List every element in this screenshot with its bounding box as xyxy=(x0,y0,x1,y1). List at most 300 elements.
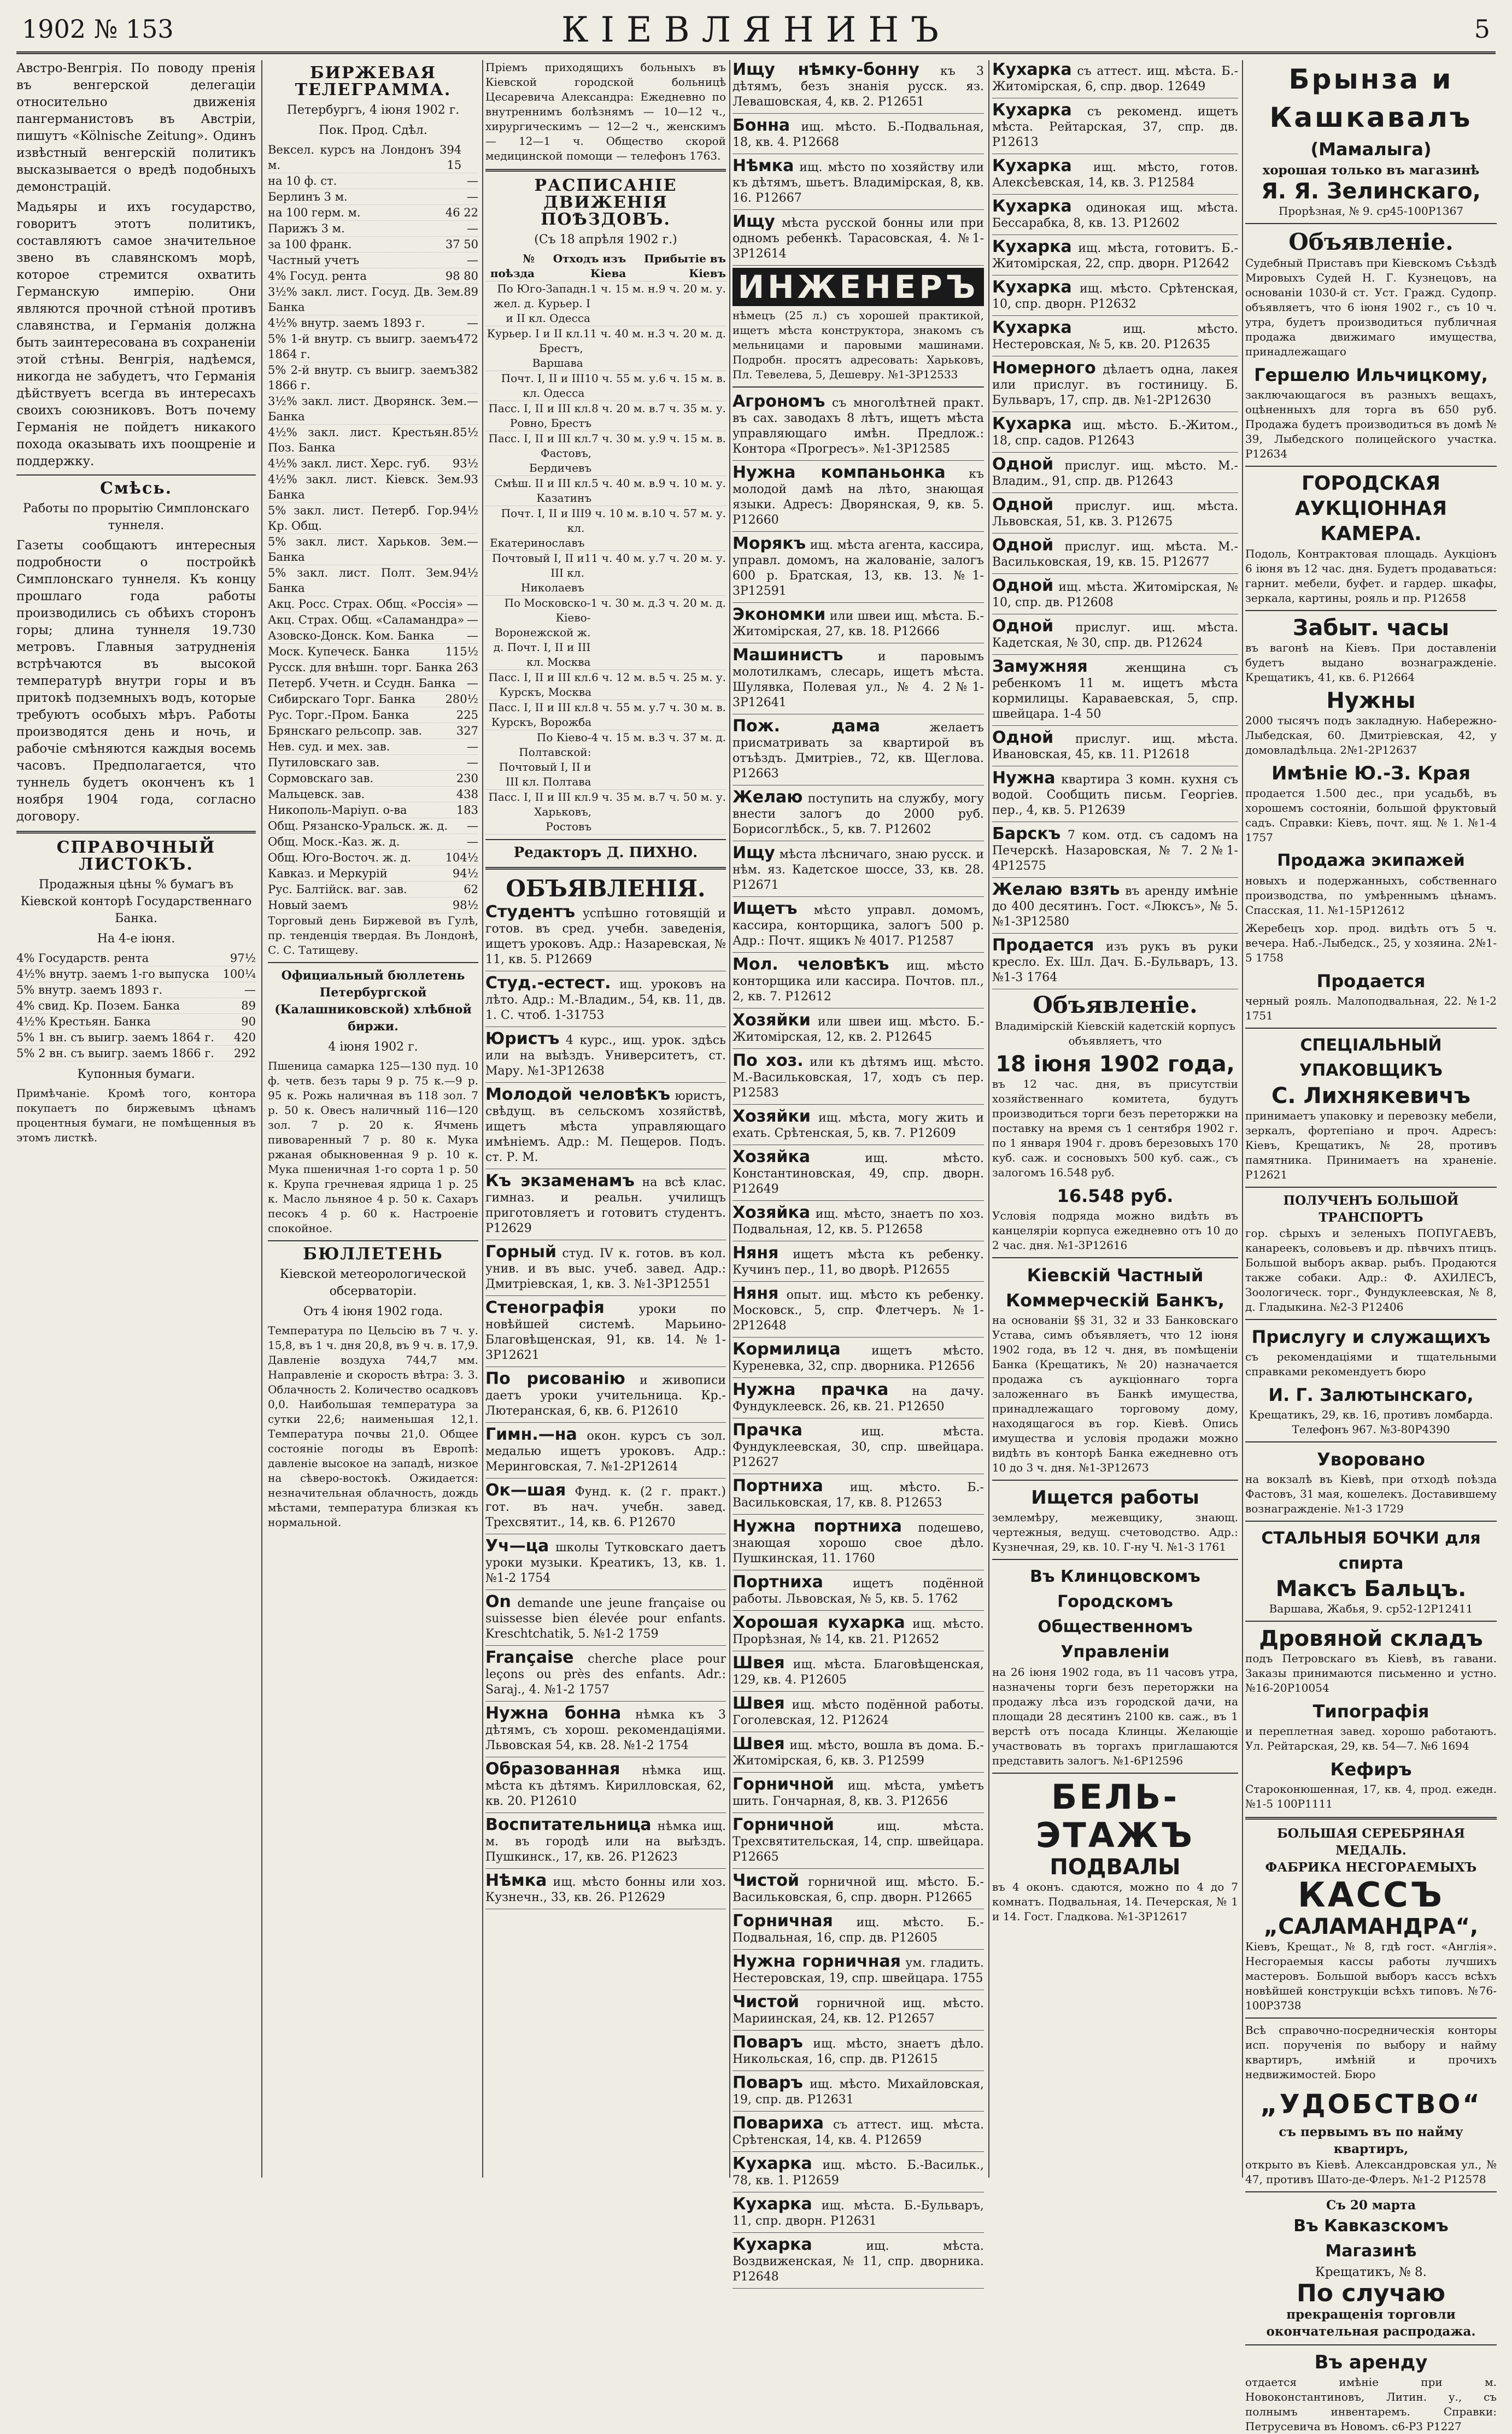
ad-text: мѣста русской бонны или при одномъ ребенкѣ. Тарасовская, 4. №1-3Р12614 xyxy=(732,216,984,261)
table-row: 5% закл. лист. Петерб. Гор. Кр. Общ. 94½ xyxy=(268,503,478,534)
classified-ad xyxy=(485,1759,726,1813)
ad-keyword: Номерного xyxy=(992,359,1096,378)
work-title: Ищется работы xyxy=(1031,1487,1199,1509)
ad-text: ищ. уроковъ на лѣто. Адр.: М.-Владим., 54, кв. 11, дв. 1. С. чтоб. 1-31753 xyxy=(485,978,726,1022)
divider xyxy=(992,1480,1238,1481)
column-3 xyxy=(485,60,726,2178)
bel-etage-title: БЕЛЬ-ЭТАЖЪ xyxy=(1036,1777,1194,1855)
classified-ad xyxy=(485,1242,726,1296)
ad-keyword: Кухарка xyxy=(732,2154,812,2173)
table-row: Пасс. I, II и III кл. Харьковъ, Ростовъ 9 ч. 35 м. в. 7 ч. 50 м. у. xyxy=(485,790,726,835)
section-title: Официальный бюллетень Петербургской (Калашниковской) хлѣбной биржи. xyxy=(274,969,472,1034)
ad-text: прислуг. ищ. мѣсто. М.-Владим., 91, спр. дв. Р12643 xyxy=(992,459,1238,488)
ad-keyword: Одной xyxy=(992,455,1054,474)
ad-keyword: Одной xyxy=(992,536,1054,555)
caucasus-address: Крещатикъ, № 8. xyxy=(1315,2265,1427,2279)
ad-keyword: Горный xyxy=(485,1242,557,1262)
classified-ad xyxy=(992,414,1238,453)
divider xyxy=(1245,1621,1497,1622)
ad-text: подешево, знающая хорошо свое дѣло. Пушкинская, 11. 1760 xyxy=(732,1521,984,1565)
classified-ad xyxy=(732,843,984,897)
ad-keyword: Нужна бонна xyxy=(485,1704,622,1723)
article-body: Газеты сообщаютъ интересныя подробности о постройкѣ Симплонскаго туннеля. Къ концу прошлаго года работы производились съ обѣихъ сторонъ горы; длина туннеля 19.730 метровъ. Главныя затрудненія встрѣчаются въ высокой температурѣ внутри горы и въ притокѣ подземныхъ водъ, которые требуютъ особыхъ мѣръ. Работы производятся день и ночь, и рабочіе смѣняются каждыя восемь часовъ. Предполагается, что туннель будетъ оконченъ къ 1 ноября 1904 года, согласно договору. xyxy=(16,538,256,824)
ad-keyword: Морякъ xyxy=(732,534,806,553)
ad-text: нѣмка къ 3 дѣтямъ, съ хорош. рекомендаціями. Львовская 54, кв. 28. №1-2 1754 xyxy=(485,1708,726,1752)
divider xyxy=(1245,2191,1497,2192)
table-row: 3½% закл. лист. Дворянск. Зем. Банка — xyxy=(268,394,478,425)
article-intro: Австро-Венгрія. По поводу пренія въ венгерской делегаціи относительно движенія пангерманистовъ въ Австріи, пишутъ «Kölnische Zeitung». Одинъ извѣстный венгерскій политикъ высказывается о вредѣ подобныхъ демонстрацій. xyxy=(16,61,256,194)
ad-text: студ. IV к. готов. въ кол. унив. и въ выс. учеб. завед. Адр.: Дмитріевская, 1, кв. 3. №1-3Р12551 xyxy=(485,1247,726,1291)
ad-text: ищ. мѣста. Воздвиженская, № 11, спр. дворника. Р12648 xyxy=(732,2239,984,2284)
bank-title: Кіевскій Частный Коммерческій Банкъ, xyxy=(1006,1265,1224,1311)
ad-text: ищ. мѣсто. Константиновская, 49, спр. дворн. Р12649 xyxy=(732,1152,984,1196)
divider xyxy=(1245,1521,1497,1522)
table-row: Парижъ 3 м. — xyxy=(268,221,478,237)
ad-keyword: Кормилица xyxy=(732,1340,841,1359)
steel-name: Максъ Бальцъ. xyxy=(1275,1576,1467,1602)
ad-keyword: Ищу xyxy=(732,843,775,863)
ad-keyword: Хозяйки xyxy=(732,1011,811,1030)
need-body: 2000 тысячъ подъ закладную. Набережно-Лыбедская, 60. Дмитріевская, 42, у домовладѣльца. 2№1-2Р12637 xyxy=(1245,714,1497,756)
ad-keyword: Стенографія xyxy=(485,1298,605,1317)
column-5 xyxy=(992,60,1238,2178)
exchange-table xyxy=(268,142,478,913)
classified-ad xyxy=(732,1775,984,1813)
classified-ad xyxy=(992,495,1238,533)
ads-title: ОБЪЯВЛЕНІЯ. xyxy=(506,875,706,902)
ad-keyword: Кухарка xyxy=(992,60,1072,79)
column-1 xyxy=(16,60,256,2178)
service-body: съ рекомендаціями и тщательными справками рекомендуетъ бюро xyxy=(1245,1350,1497,1378)
ad-keyword: Хорошая кухарка xyxy=(732,1613,905,1632)
ad-keyword: Продается xyxy=(992,936,1094,955)
ad-text: школы Тутковскаго даетъ уроки музыки. Креатикъ, 13, кв. 1. №1-2 1754 xyxy=(485,1541,726,1585)
divider xyxy=(992,1773,1238,1774)
table-row: Акц. Страх. Общ. «Саламандра» — xyxy=(268,612,478,628)
birds-title: ПОЛУЧЕНЪ БОЛЬШОЙ ТРАНСПОРТЪ xyxy=(1283,1193,1459,1225)
cheese-sub: (Мамалыга) xyxy=(1310,139,1432,160)
classified-ad xyxy=(732,1284,984,1338)
work-body: землемѣру, межевщику, знающ. чертежныя, ведущ. счетоводство. Адр.: Кузнечная, 29, кв. 10. Г-ну Ч. №1-3 1761 xyxy=(992,1511,1238,1553)
ad-keyword: On xyxy=(485,1592,511,1611)
ad-text: ищ. мѣсто. Б.-Подвальная, 16, спр. дв. Р12605 xyxy=(732,1916,984,1945)
ad-text: квартира 3 комн. кухня съ водой. Сообщить письм. Георгіев. пер., 4, кв. 5. Р12639 xyxy=(992,773,1238,817)
ad-keyword: Къ экзаменамъ xyxy=(485,1171,635,1190)
engineer-ad-body: нѣмецъ (25 л.) съ хорошей практикой, ищетъ мѣста конструктора, знакомъ съ мельницами и паровыми машинами. Подробн. просятъ адресовать: Харьковъ, Пл. Тевелева, 5, Дешевру. №1-3Р12533 xyxy=(732,309,984,381)
ad-keyword: Гимн.—на xyxy=(485,1425,577,1444)
table-row: Рус. Балтійск. ваг. зав. 62 xyxy=(268,882,478,898)
announcement-name: Гершелю Ильчицкому, xyxy=(1254,365,1488,385)
table-row: 4% Госуд. рента 98 80 xyxy=(268,268,478,284)
section-title: БЮЛЛЕТЕНЬ xyxy=(303,1245,443,1264)
table-row: Новый заемъ 98½ xyxy=(268,898,478,913)
ad-keyword: Нѣмка xyxy=(732,156,794,175)
classified-ad xyxy=(732,212,984,266)
estate-body: продается 1.500 дес., при усадьбѣ, въ хорошемъ состояніи, большой фруктовый садъ. Справки: Кіевъ, почт. ящ. № 1. №1-4 1757 xyxy=(1245,787,1497,844)
section-date: На 4-е іюня. xyxy=(97,932,175,946)
ad-keyword: Горничной xyxy=(732,1815,834,1834)
ad-keyword: Одной xyxy=(992,728,1054,747)
wood-body: подъ Петровскаго въ Кіевѣ, въ гавани. Заказы принимаются письменно и устно. №16-20Р10054 xyxy=(1245,1652,1497,1694)
divider xyxy=(1245,1441,1497,1442)
ad-text: ищетъ подённой работы. Львовская, № 5, кв. 5. 1762 xyxy=(732,1577,984,1606)
notice-title: Объявленіе. xyxy=(1033,992,1198,1018)
ad-keyword: Кухарка xyxy=(992,197,1072,216)
ad-text: горничной ищ. мѣсто. Мариинская, 24, кв. 12. Р12657 xyxy=(732,1997,984,2026)
ad-text: ищ. мѣсто подённой работы. Гоголевская, 12. Р12624 xyxy=(732,1698,984,1727)
classified-ad xyxy=(485,1171,726,1240)
klintsy-body: на 26 іюня 1902 года, въ 11 часовъ утра, назначены торги безъ переторжки на продажу лѣса изъ городской дачи, на площади 28 десятинъ 2100 кв. саж., въ 1 верстѣ отъ посада Клинцы. Желающіе участвовать въ торгахъ приглашаются представить залогъ. №1-6Р12596 xyxy=(992,1665,1238,1767)
note: Примѣчаніе. Кромѣ того, контора покупаетъ по биржевымъ цѣнамъ процентныя бумаги, не помѣщенныя въ этомъ листкѣ. xyxy=(16,1087,256,1144)
wood-title: Дровяной складъ xyxy=(1259,1626,1483,1651)
ads-list xyxy=(485,902,726,1909)
table-row: Общ. Моск.-Каз. ж. д. — xyxy=(268,834,478,850)
ad-keyword: Пож. дама xyxy=(732,717,881,736)
ad-keyword: Ищу xyxy=(732,212,775,231)
notice-body: въ 12 час. дня, въ присутствіи хозяйственнаго комитета, будутъ производиться торги безъ переторжки на поставку на время съ 1 сентября 1902 г. по 1 января 1904 г. дровъ березовыхъ 170 куб. саж. и сосновыхъ 500 куб. саж., съ залогомъ 16.548 руб. xyxy=(992,1077,1238,1179)
table-row: 4½% закл. лист. Херс. губ. 93½ xyxy=(268,456,478,472)
table-row: 5% 1-й внутр. съ выигр. заемъ 1864 г. 472 xyxy=(268,331,478,362)
divider xyxy=(992,1257,1238,1258)
estate-title: Имѣніе Ю.-З. Края xyxy=(1271,763,1471,784)
table-row: 3½% закл. лист. Госуд. Дв. Зем. Банка 89 xyxy=(268,284,478,315)
section-date: Отъ 4 іюня 1902 года. xyxy=(303,1305,443,1318)
bel-etage-sub: ПОДВАЛЫ xyxy=(1050,1855,1181,1880)
ad-keyword: Замужняя xyxy=(992,657,1088,676)
classified-ad xyxy=(732,955,984,1008)
divider xyxy=(1245,610,1497,611)
bureau-intro: Всѣ справочно-посредническія конторы исп. порученія по выбору и найму квартиръ, имѣній и прочихъ недвижимостей. Бюро xyxy=(1245,2024,1497,2081)
classified-ad xyxy=(732,2195,984,2233)
medal-text: БОЛЬШАЯ СЕРЕБРЯНАЯ МЕДАЛЬ. xyxy=(1277,1826,1465,1858)
table-row: Общ. Рязанско-Уральск. ж. д. — xyxy=(268,818,478,834)
section-title: Смѣсь. xyxy=(99,479,173,498)
ad-text: ищ. мѣсто. Б.-Подвальная, 18, кв. 4. Р12668 xyxy=(732,120,984,149)
ad-keyword: Кухарка xyxy=(992,278,1072,297)
caucasus-date: Съ 20 марта xyxy=(1326,2198,1416,2213)
cheese-shop: Я. Я. Зелинскаго, xyxy=(1261,179,1481,204)
divider xyxy=(268,962,478,963)
article-body: Температура по Цельсію въ 7 ч. у. 15,8, въ 1 ч. дня 20,8, въ 9 ч. в. 17,9. Давленіе воздуха 744,7 мм. Направленіе и скорость вѣтра: З. 3. Облачность 2. Количество осадковъ 0,0. Наибольшая температура за сутки 22,6; наименьшая 12,1. Температура почвы 21,0. Общее состояніе погоды въ Европѣ: давленіе высокое на западѣ, низкое на сѣверо-востокѣ. Ожидается: незначительная облачность, дождь мѣстами, температура близкая къ нормальной. xyxy=(268,1324,478,1529)
ad-keyword: Желаю взять xyxy=(992,880,1120,899)
classified-ad xyxy=(992,617,1238,655)
packer-title: СПЕЦІАЛЬНЫЙ УПАКОВЩИКЪ xyxy=(1299,1036,1443,1080)
ad-keyword: Кухарка xyxy=(992,237,1072,256)
classified-ad xyxy=(732,1107,984,1145)
divider xyxy=(485,867,726,870)
ad-keyword: Нужна портниха xyxy=(732,1517,902,1536)
table-row: Моск. Купеческ. Банка 115½ xyxy=(268,644,478,660)
ad-keyword: Няня xyxy=(732,1284,779,1303)
lease-body: отдается имѣніе при м. Новоконстантиновъ, Литин. у., съ полнымъ инвентаремъ. Справки: Петрусевича въ Новомъ. с6-Р3 Р1227 xyxy=(1245,2376,1497,2433)
ad-text: съ рекоменд. ищетъ мѣста. Рейтарская, 37, спр. дв. Р12613 xyxy=(992,105,1238,149)
column-4 xyxy=(732,60,984,2284)
section-subtitle: Петербургъ, 4 іюня 1902 г. xyxy=(286,103,460,117)
table-row: за 100 франк. 37 50 xyxy=(268,237,478,253)
classified-ad xyxy=(485,1369,726,1423)
ad-text: ищетъ мѣсто. Куреневка, 32, спр. дворника. Р12656 xyxy=(732,1344,984,1373)
classified-ad xyxy=(732,1734,984,1773)
table-row: Пасс. I, II и III кл. Курскъ, Ворожба 8 ч. 55 м. у. 7 ч. 30 м. в. xyxy=(485,700,726,730)
table-row: Общ. Юго-Восточ. ж. д. 104½ xyxy=(268,850,478,866)
article-body: Пшеница самарка 125—130 пуд. 10 ф. четв. безъ тары 9 р. 75 к.—9 р. 95 к. Рожь наличная въ 118 зол. 7 р. 50 к. Овесъ наличный 116—120 зол. 7 р. 20 к. Ячмень пивоваренный 7 р. 80 к. Мука ржаная обыкновенная 9 р. 10 к. Мука пшеничная 1-го сорта 1 р. 50 к. Крупа гречневая ядрица 1 р. 25 к. Масло льняное 4 р. 50 к. Сахаръ песокъ 4 р. 60 к. Настроеніе спокойное. xyxy=(268,1059,478,1235)
classified-ad xyxy=(732,1476,984,1515)
notice-text: Владимірскій Кіевскій кадетскій корпусъ объявляетъ, что xyxy=(994,1019,1236,1047)
watch-body: въ вагонѣ на Кіевъ. При доставленіи будетъ выдано вознагражденіе. Крещатикъ, 41, кв. 6. Р12664 xyxy=(1245,641,1497,684)
ad-text: ищ. мѣста. Фундуклеевская, 30, спр. швейцара. Р12627 xyxy=(732,1425,984,1469)
classified-ad xyxy=(732,1573,984,1611)
ads-list xyxy=(992,60,1238,989)
caucasus-body: прекращенія торговли окончательная распродажа. xyxy=(1266,2307,1476,2339)
bureau-body: открыто въ Кіевѣ. Александровская ул., № 47, противъ Шато-де-Флеръ. №1-2 Р12578 xyxy=(1245,2158,1497,2186)
classified-ad xyxy=(732,534,984,603)
table-row: Азовско-Донск. Ком. Банка — xyxy=(268,628,478,644)
ad-keyword: Уч—ца xyxy=(485,1536,549,1556)
divider xyxy=(732,386,984,388)
ad-text: на дачу. Фундуклеевск. 26, кв. 21. Р12650 xyxy=(732,1385,984,1414)
cheese-text: хорошая только въ магазинѣ xyxy=(1262,163,1480,178)
ad-text: ищ. мѣста агента, кассира, управл. домомъ, на жалованіе, залогъ 600 р. Братская, 13, кв. 13. №1-3Р12591 xyxy=(732,538,984,598)
masthead xyxy=(16,10,1496,54)
section-subtitle: Работы по прорытію Симплонскаго туннеля. xyxy=(22,502,250,532)
classified-ad xyxy=(992,728,1238,766)
packer-body: принимаетъ упаковку и перевозку мебели, зеркалъ, фортепіано и проч. Адресъ: Кіевъ, Крещатикъ, № 28, противъ памятника. Принимаетъ на храненіе. Р12621 xyxy=(1245,1109,1497,1181)
table-row: Курьер. I и II кл. Брестъ, Варшава 11 ч. 40 м. н. 3 ч. 20 м. д. xyxy=(485,326,726,371)
table-row: Брянскаго рельсопр. зав. 327 xyxy=(268,723,478,739)
ad-keyword: Горничная xyxy=(732,1911,833,1931)
note: Торговый день Биржевой въ Гулѣ, пр. тенденція твердая. Въ Лондонѣ, С. С. Татищеву. xyxy=(268,914,478,957)
divider xyxy=(1245,2017,1497,2019)
ad-text: ищ. мѣста, умѣетъ шить. Гончарная, 8, кв. 3. Р12656 xyxy=(732,1779,984,1808)
ad-text: прислуг. ищ. мѣста. Ивановская, 45, кв. 11. Р12618 xyxy=(992,732,1239,761)
classified-ad xyxy=(992,536,1238,574)
ad-text: желаетъ присматривать за квартирой въ отъѣздъ. Дмитріев., 72, кв. Щеглова. Р12663 xyxy=(732,721,984,781)
table-row: 5% закл. лист. Харьков. Зем. Банка — xyxy=(268,534,478,565)
ad-text: или къ дѣтямъ ищ. мѣсто. М.-Васильковская, 17, ходъ съ пер. Р12583 xyxy=(732,1055,984,1100)
classified-ad xyxy=(732,2114,984,2152)
ad-text: прислуг. ищ. мѣста. М.-Васильковская, 19, кв. 15. Р12677 xyxy=(992,540,1238,569)
classified-ad xyxy=(485,1648,726,1702)
bank-body: на основаніи §§ 31, 32 и 33 Банковскаго Устава, симъ объявляетъ, что 12 іюня 1902 года, въ 12 ч. дня, въ помѣщеніи Банка (Крещатикъ, № 20) назначается продажа съ аукціоннаго торга заложеннаго въ Банкѣ имущества, принадлежащаго торговому дому, находящагося въ гор. Кіевѣ. Опись имущества и условія продажи можно видѣть въ конторѣ Банка ежедневно отъ 10 до 3 ч. дня. №1-3Р12673 xyxy=(992,1313,1238,1474)
divider xyxy=(16,474,256,476)
carriage-title: Продажа экипажей xyxy=(1277,851,1465,870)
ad-keyword: Нужна xyxy=(992,769,1056,788)
table-row: Нев. суд. и мех. зав. — xyxy=(268,739,478,755)
ad-keyword: Кухарка xyxy=(992,318,1072,337)
table-row: 5% закл. лист. Полт. Зем. Банка 94½ xyxy=(268,565,478,596)
kefir-body: Староконюшенная, 17, кв. 4, прод. ежедн. №1-5 100Р1111 xyxy=(1245,1782,1497,1810)
section-title: СПРАВОЧНЫЙ ЛИСТОКЪ. xyxy=(56,838,216,874)
classified-ad xyxy=(732,1380,984,1418)
column-divider xyxy=(261,60,262,2178)
ad-text: ищ. мѣсто, вошла въ дома. Б.-Житомірская, 6, кв. 3. Р12599 xyxy=(732,1739,984,1768)
ad-text: ищ. мѣста. Благовѣщенская, 129, кв. 4. Р12605 xyxy=(732,1658,984,1687)
ad-text: или швеи ищ. мѣсто. Б.-Житомірская, 12, кв. 2. Р12645 xyxy=(732,1015,984,1044)
classified-ad xyxy=(732,1815,984,1869)
section-subtitle: Продажныя цѣны % бумагъ въ Кіевской конторѣ Государственнаго Банка. xyxy=(20,878,252,925)
auction-body: Подоль, Контрактовая площадь. Аукціонъ 6 іюня въ 12 час. дня. Будетъ продаваться: гарнит. мебели, буфет. и гардер. шкафы, зеркала, картины, рояль и пр. Р12658 xyxy=(1245,547,1497,605)
notice-tail: Условія подряда можно видѣть въ канцеляріи корпуса ежедневно отъ 10 до 2 час. дня. №1-3Р12616 xyxy=(992,1209,1238,1252)
classified-ad xyxy=(732,1992,984,2031)
ad-text: къ 3 дѣтямъ, безъ знанія русск. яз. Левашовская, 4, кв. 2. Р12651 xyxy=(732,64,984,109)
ad-keyword: Нужна компаньонка xyxy=(732,463,946,482)
section-subtitle: (Съ 18 апрѣля 1902 г.) xyxy=(534,233,677,247)
newspaper-title: КІЕВЛЯНИНЪ xyxy=(561,10,951,50)
ad-keyword: Барскъ xyxy=(992,824,1061,843)
classified-ad xyxy=(732,1911,984,1950)
classified-ad xyxy=(992,576,1238,614)
service-address: Крещатикъ, 29, кв. 16, противъ ломбарда. Телефонъ 967. №3-80Р4390 xyxy=(1249,1408,1493,1436)
table-row: Никополь-Маріуп. о-ва 183 xyxy=(268,802,478,818)
classified-ad xyxy=(732,2154,984,2192)
table-row: Вексел. курсъ на Лондонъ 3 м. 94 15 xyxy=(268,142,478,173)
ad-keyword: Ок—шая xyxy=(485,1481,566,1500)
ad-text: съ аттест. ищ. мѣста. Б.-Житомірская, 6, спр. двор. 12649 xyxy=(992,64,1238,93)
classified-ad xyxy=(732,2235,984,2289)
safes-name: „САЛАМАНДРА“, xyxy=(1263,1914,1479,1939)
engineer-ad-title: ИНЖЕНЕРЪ xyxy=(732,268,984,306)
issue-number: 1902 № 153 xyxy=(22,14,174,44)
divider xyxy=(992,1559,1238,1560)
ad-text: нѣмка ищ. мѣста къ дѣтямъ. Кирилловская, 62, кв. 20. Р12610 xyxy=(485,1764,726,1808)
classified-ad xyxy=(732,2073,984,2112)
column-divider xyxy=(729,60,730,2178)
ad-keyword: Студентъ xyxy=(485,902,576,922)
classified-ad xyxy=(485,902,726,971)
classified-ad xyxy=(485,973,726,1027)
table-row: 5% 2-й внутр. съ выигр. заемъ 1866 г. 382 xyxy=(268,362,478,394)
ad-keyword: Нужна прачка xyxy=(732,1380,889,1399)
classified-ad xyxy=(732,392,984,461)
table-row: Акц. Росс. Страх. Общ. «Россія» — xyxy=(268,596,478,612)
divider xyxy=(1245,1028,1497,1029)
ad-keyword: Няня xyxy=(732,1244,779,1263)
ad-keyword: Экономки xyxy=(732,605,826,624)
table-row: По Кіево-Полтавской: Почтовый I, II и III кл. Полтава 4 ч. 15 м. в. 3 ч. 37 м. д. xyxy=(485,730,726,790)
ads-list xyxy=(732,392,984,2289)
classified-ad xyxy=(732,1340,984,1378)
ad-keyword: Кухарка xyxy=(732,2195,812,2214)
ad-keyword: Кухарка xyxy=(992,414,1072,433)
classified-ad xyxy=(732,1011,984,1049)
ad-keyword: Одной xyxy=(992,576,1054,595)
ad-text: изъ рукъ въ руки кресло. Ех. Шл. Дач. Б.-Бульваръ, 13. №1-3 1764 xyxy=(992,940,1238,984)
ad-keyword: Хозяйка xyxy=(732,1203,811,1222)
classified-ad xyxy=(485,1704,726,1757)
ad-keyword: Кухарка xyxy=(992,101,1072,120)
divider xyxy=(485,169,726,172)
classified-ad xyxy=(485,1085,726,1169)
table-row: Рус. Торг.-Пром. Банка 225 xyxy=(268,707,478,723)
table-row: 4½% внутр. заемъ 1-го выпуска 100¼ xyxy=(16,966,256,982)
ad-text: мѣсто управл. домомъ, кассира, конторщика, залогъ 500 р. Адр.: Почт. ящикъ № 4017. Р12587 xyxy=(732,904,984,948)
divider xyxy=(1245,223,1497,224)
table-row: Пасс. I, II и III кл. Ровно, Брестъ 8 ч. 20 м. в. 7 ч. 35 м. у. xyxy=(485,401,726,431)
ad-text: горничной ищ. мѣсто. Б.-Васильковская, 6, спр. дворн. Р12665 xyxy=(732,1875,984,1904)
ad-text: ищ. мѣста, готовитъ. Б.-Житомірская, 22, спр. дворн. Р12642 xyxy=(992,242,1239,271)
section-subtitle: Купонныя бумаги. xyxy=(77,1068,195,1081)
ad-text: дѣлаетъ одна, лакея или прислуг. въ гостиницу. Б. Бульваръ, 17, спр. дв. №1-2Р12630 xyxy=(992,363,1238,407)
train-schedule xyxy=(485,251,726,835)
divider xyxy=(1245,1187,1497,1188)
classified-ad xyxy=(992,936,1238,989)
ad-keyword: Швея xyxy=(732,1694,785,1713)
carriage-body: новыхъ и подержанныхъ, собственнаго производства, по умѣреннымъ цѣнамъ. Спасская, 11. №1-15Р12612 xyxy=(1245,874,1497,917)
ad-text: успѣшно готовящій и готов. въ сред. учебн. заведенія, ищетъ уроковъ. Адр.: Назаревская, № 11, кв. 5. Р12669 xyxy=(485,907,726,966)
table-row: 4% Государств. рента 97½ xyxy=(16,951,256,966)
classified-ad xyxy=(992,318,1238,356)
typography-title: Типографія xyxy=(1312,1701,1429,1722)
caucasus-big: По случаю xyxy=(1296,2279,1446,2307)
classified-ad xyxy=(485,1815,726,1869)
rates-table xyxy=(16,951,256,1061)
classified-ad xyxy=(732,605,984,643)
ad-text: ищ. мѣста, могу жить и ехать. Срѣтенская, 5, кв. 7. Р12609 xyxy=(732,1111,984,1140)
ad-keyword: Молодой человѣкъ xyxy=(485,1085,671,1104)
lease-title: Въ аренду xyxy=(1314,2351,1428,2373)
ad-keyword: Поваръ xyxy=(732,2033,803,2052)
classified-ad xyxy=(992,455,1238,493)
service-title: Прислугу и служащихъ xyxy=(1251,1327,1491,1347)
ad-text: ищ. мѣсто. Прорѣзная, № 14, кв. 21. Р12652 xyxy=(732,1617,984,1646)
classified-ad xyxy=(732,899,984,953)
table-row: По Московско-Кіево-Воронежской ж. д. Почт. I, II и III кл. Москва 1 ч. 30 м. д. 3 ч. 20 м. д. xyxy=(485,596,726,670)
ad-text: и живописи даетъ уроки учительница. Кр.-Лютеранская, 6, кв. 6. Р12610 xyxy=(485,1374,726,1418)
ad-text: ищ. мѣста. Б.-Бульваръ, 11, спр. дворн. Р12631 xyxy=(732,2199,984,2228)
table-row: 4½% закл. лист. Крестьян. Поз. Банка 85½ xyxy=(268,425,478,456)
ad-text: къ молодой дамѣ на лѣто, знающая языки. Адресъ: Дворянская, 9, кв. 5. Р12660 xyxy=(732,467,984,527)
article-body: Мадьяры и ихъ государство, говоритъ этотъ политикъ, составляютъ самое значительное звено въ славянскомъ морѣ, которое стремится охватить Германскую имперію. Они являются прочной стѣной противъ славянства, и Германія должна быть заинтересована въ сохраненіи этой стѣны. Венгрія, надѣемся, никогда не забудетъ, что Германія дѣйствуетъ всегда въ интересахъ своихъ союзниковъ. Вотъ почему Германія не пойдетъ никакого похода оказывать ихъ поощреніе и поддержку. xyxy=(16,200,256,468)
ad-keyword: Агрономъ xyxy=(732,392,825,411)
classified-ad xyxy=(732,1421,984,1474)
ad-text: одинокая ищ. мѣста. Бессарабка, 8, кв. 13. Р12602 xyxy=(992,201,1239,230)
safes-body: Кіевъ, Крещат., № 8, гдѣ гост. «Англія». Несгораемыя кассы работы лучшихъ мастеровъ. Большой выборъ кассъ всѣхъ новѣйшей конструкціи всѣхъ типовъ. №76-100Р3738 xyxy=(1245,1940,1497,2012)
ad-text: ищ. мѣсто. Б.-Васильк., 78, кв. 1. Р12659 xyxy=(732,2159,984,2187)
divider xyxy=(268,1240,478,1241)
packer-name: С. Лихнякевичъ xyxy=(1271,1083,1470,1109)
table-row: 5% внутр. заемъ 1893 г. — xyxy=(16,982,256,998)
table-row: 5% 1 вн. съ выигр. заемъ 1864 г. 420 xyxy=(16,1030,256,1046)
table-row: 4½% Крестьян. Банка 90 xyxy=(16,1014,256,1030)
ad-text: въ аренду имѣніе до 400 десятинъ. Гост. «Люксъ», № 5. №1-3Р12580 xyxy=(992,884,1238,929)
ad-text: или швеи ищ. мѣста. Б.-Житомірская, 27, кв. 18. Р12666 xyxy=(732,609,984,638)
ad-text: уроки по новѣйшей системѣ. Марьино-Благовѣщенская, 91, кв. 14. №1-3Р12621 xyxy=(485,1303,726,1362)
ad-keyword: Одной xyxy=(992,495,1054,514)
classified-ad xyxy=(732,646,984,714)
classified-ad xyxy=(732,1517,984,1570)
table-row: Почт. I, II и III кл. Одесса 10 ч. 55 м. у. 6 ч. 15 м. в. xyxy=(485,371,726,401)
stolen-title: Уворовано xyxy=(1317,1449,1425,1470)
classified-ad xyxy=(992,60,1238,98)
column-6 xyxy=(1245,60,1497,2433)
ad-keyword: Кухарка xyxy=(732,2235,812,2254)
ad-text: ищ. мѣсто, готов. Алексѣевская, 14, кв. 3. Р12584 xyxy=(992,161,1238,190)
ad-keyword: Прачка xyxy=(732,1421,803,1440)
need-title: Нужны xyxy=(1326,688,1416,713)
classified-ad xyxy=(992,237,1238,275)
ad-text: Фунд. к. (2 г. практ.) гот. въ нач. учебн. завед. Трехсвятит., 14, кв. 6. Р12670 xyxy=(485,1485,726,1529)
table-row: 4½% внутр. заемъ 1893 г. — xyxy=(268,315,478,331)
ad-text: ищ. мѣсто конторщика или кассира. Почтов. пл., 2, кв. 7. Р12612 xyxy=(732,959,984,1004)
table-row: Русск. для внѣшн. торг. Банка 263 xyxy=(268,660,478,676)
steel-address: Варшава, Жабья, 9. ср52-12Р12411 xyxy=(1269,1602,1473,1615)
cheese-title: Брынза и Кашкавалъ xyxy=(1269,63,1473,133)
ad-keyword: Ищетъ xyxy=(732,899,798,918)
ad-text: ищ. мѣста. Житомірская, № 10, спр. дв. Р12608 xyxy=(992,580,1238,609)
safes-title: КАССЪ xyxy=(1298,1875,1444,1915)
sale-title: Продается xyxy=(1316,971,1426,992)
divider xyxy=(1245,2344,1497,2345)
